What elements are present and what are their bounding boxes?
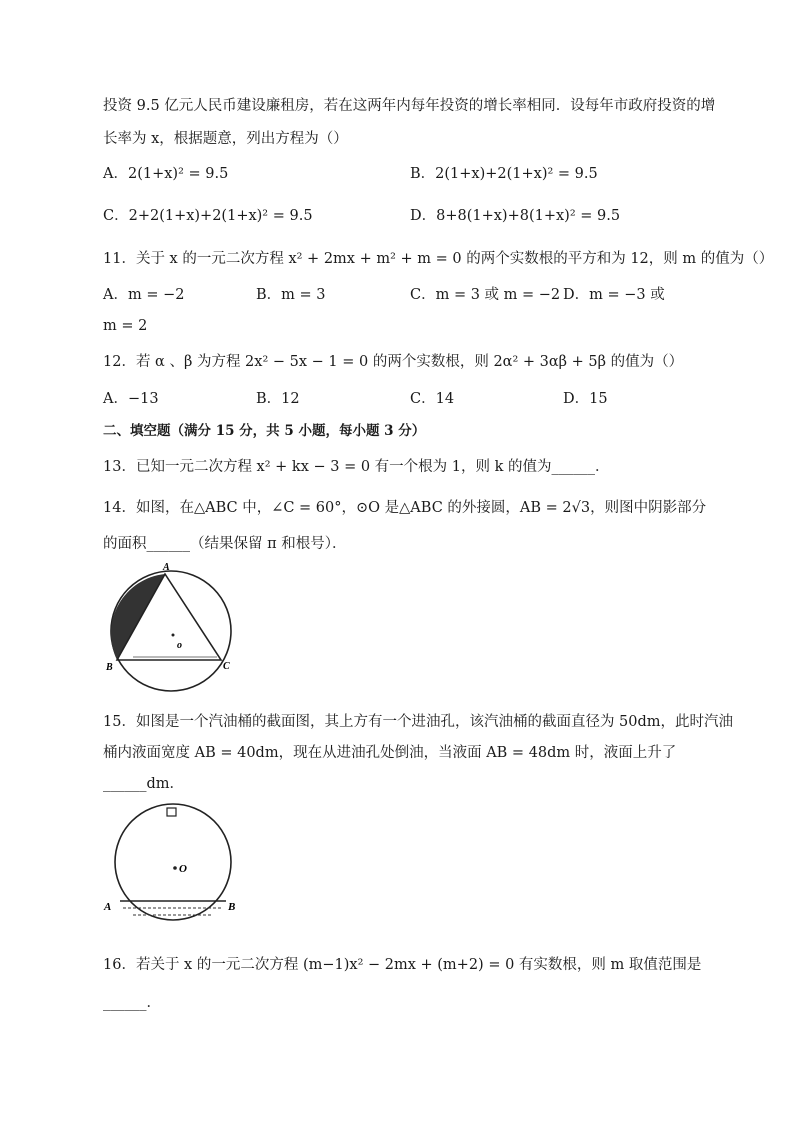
q10-stem-line1: 投资 9.5 亿元人民币建设廉租房，若在这两年内每年投资的增长率相同．设每年市政府投资的增	[103, 98, 716, 114]
q16-stem-line1: 16．若关于 x 的一元二次方程 (m−1)x² − 2mx + (m+2) = 0 有实数根，则 m 取值范围是	[103, 957, 702, 973]
q11-stem: 11．关于 x 的一元二次方程 x² + 2mx + m² + m = 0 的两个实数根的平方和为 12，则 m 的值为（）	[103, 251, 774, 267]
q11-option-d: D．m = −3 或	[563, 287, 665, 303]
q10-option-c: C．2+2(1+x)+2(1+x)² = 9.5	[103, 208, 313, 224]
q15-stem-line2: 桶内液面宽度 AB = 40dm，现在从进油孔处倒油，当液面 AB = 48dm 时，液面上升了	[103, 745, 677, 761]
q11-option-c: C．m = 3 或 m = −2	[410, 287, 561, 303]
q10-option-b: B．2(1+x)+2(1+x)² = 9.5	[410, 166, 598, 182]
q12-option-a: A．−13	[103, 391, 159, 407]
q16-stem-line2: ______．	[103, 995, 161, 1011]
label-o: o	[177, 640, 182, 651]
center-point-o	[172, 634, 175, 637]
label-b: B	[228, 901, 236, 913]
q14-circle-triangle-figure	[103, 563, 239, 697]
q13-stem: 13．已知一元二次方程 x² + kx − 3 = 0 有一个根为 1，则 k 的值为______．	[103, 459, 610, 475]
label-o: O	[179, 863, 187, 875]
q10-option-d: D．8+8(1+x)+8(1+x)² = 9.5	[410, 208, 621, 224]
q12-option-b: B．12	[256, 391, 300, 407]
q14-stem-line2: 的面积______（结果保留 π 和根号）．	[103, 536, 347, 552]
q15-oil-barrel-figure	[103, 803, 243, 921]
q11-option-a: A．m = −2	[103, 287, 185, 303]
label-b: B	[106, 662, 113, 673]
label-a: A	[104, 901, 112, 913]
oil-inlet	[167, 808, 176, 816]
q12-option-c: C．14	[410, 391, 455, 407]
q15-stem-line1: 15．如图是一个汽油桶的截面图，其上方有一个进油孔，该汽油桶的截面直径为 50dm，此时汽油	[103, 714, 734, 730]
q12-option-d: D．15	[563, 391, 608, 407]
q12-stem: 12．若 α 、β 为方程 2x² − 5x − 1 = 0 的两个实数根，则 2α² + 3αβ + 5β 的值为（）	[103, 354, 684, 370]
section-heading-fill-in: 二、填空题（满分 15 分，共 5 小题，每小题 3 分）	[103, 423, 426, 439]
center-point-o	[173, 866, 177, 870]
q15-stem-line3: ______dm．	[103, 776, 185, 792]
q10-option-a: A．2(1+x)² = 9.5	[103, 166, 229, 182]
q10-stem-line2: 长率为 x，根据题意，列出方程为（）	[103, 131, 348, 147]
q11-option-b: B．m = 3	[256, 287, 326, 303]
q11-option-d-continued: m = 2	[103, 318, 148, 334]
barrel-cross-section	[115, 804, 231, 920]
label-c: C	[223, 661, 230, 672]
label-a: A	[163, 563, 170, 573]
q14-stem-line1: 14．如图，在△ABC 中，∠C = 60°，⊙O 是△ABC 的外接圆，AB = 2√3，则图中阴影部分	[103, 500, 707, 516]
